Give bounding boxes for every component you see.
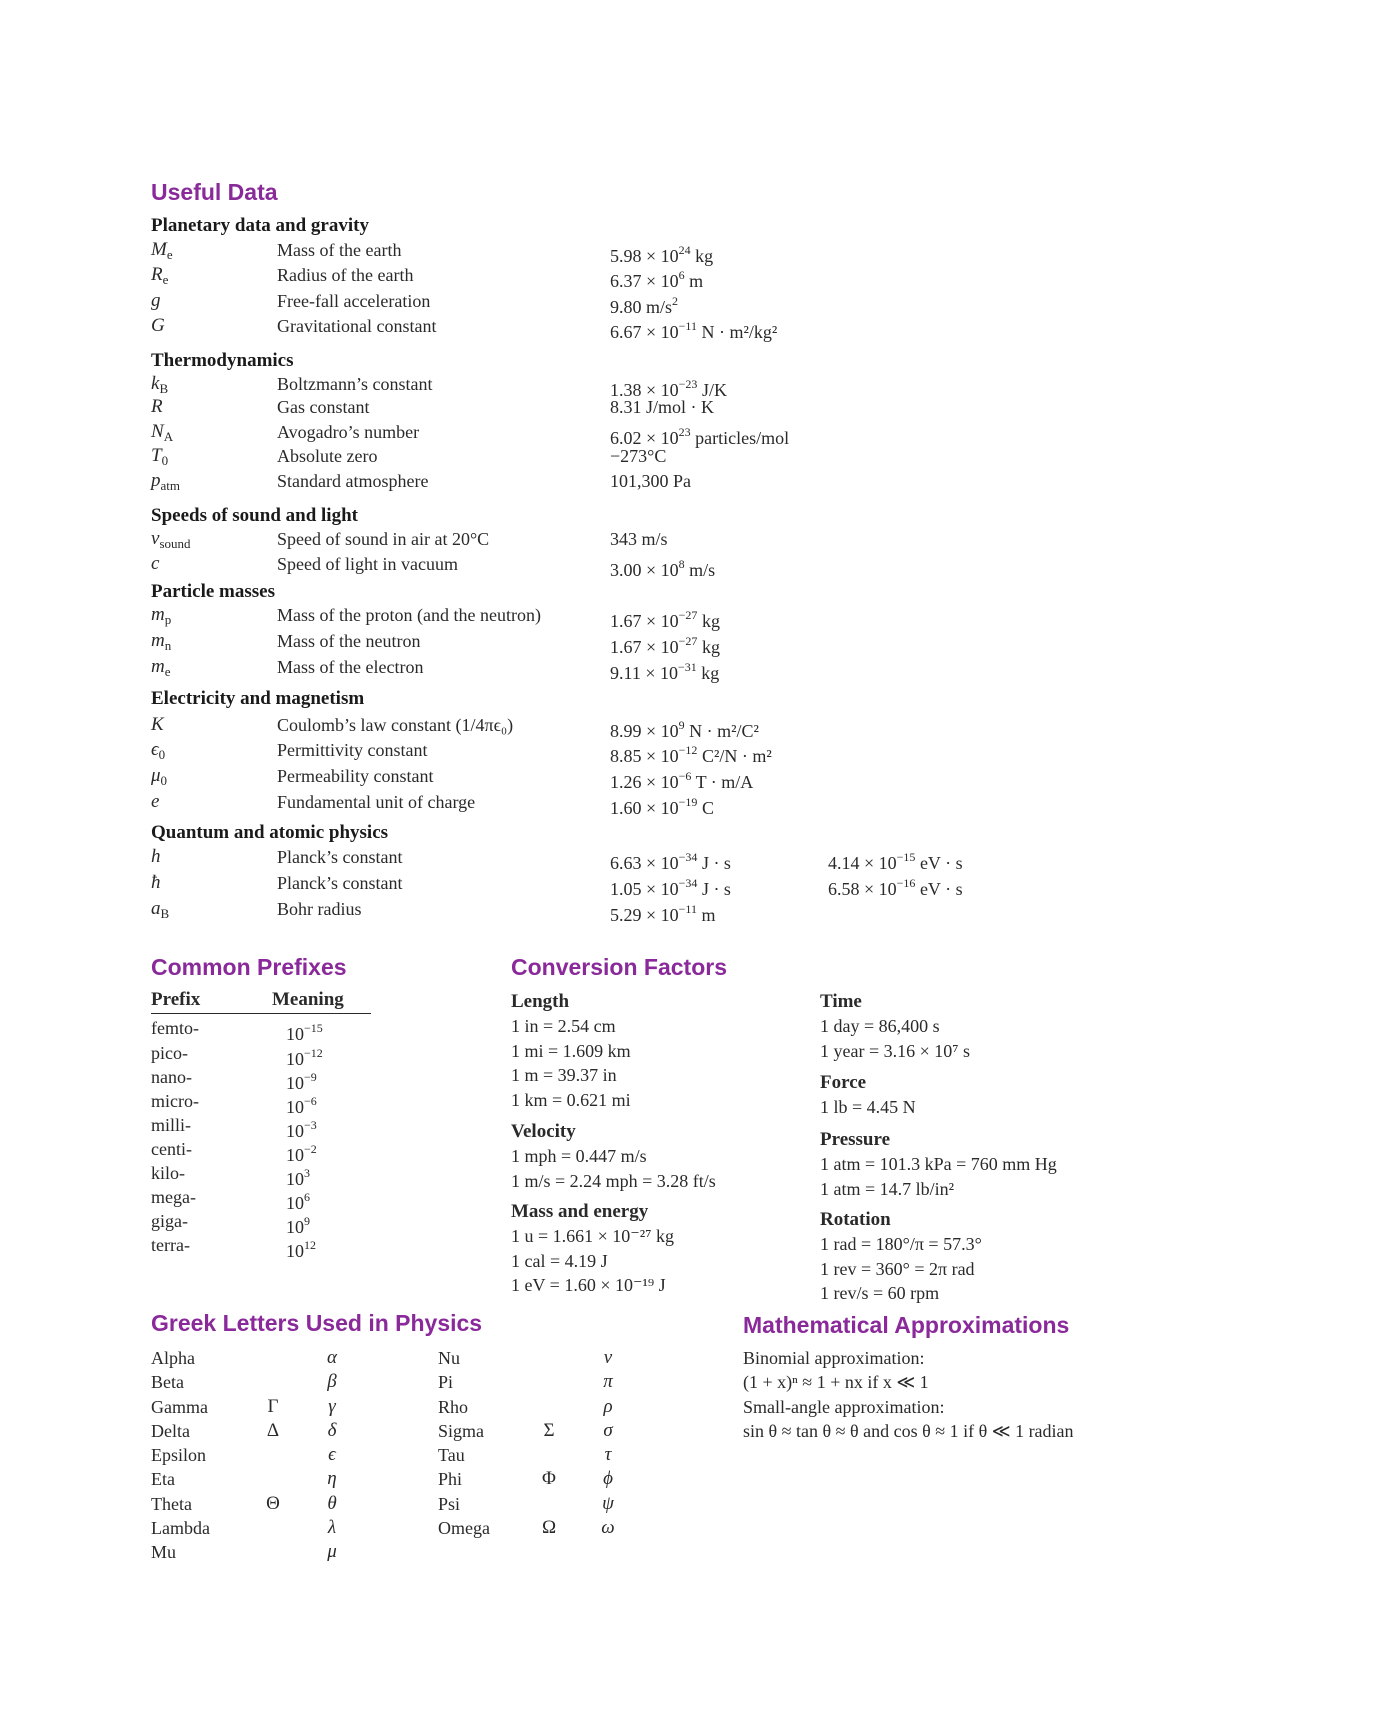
power-base: 10 bbox=[286, 1121, 304, 1141]
approximation-line: Binomial approximation: bbox=[743, 1348, 925, 1368]
value-mantissa: 1.67 × 10 bbox=[610, 611, 679, 631]
constant-value-alt bbox=[828, 872, 963, 900]
constant-symbol bbox=[151, 528, 191, 555]
prefix-name: kilo- bbox=[151, 1163, 185, 1183]
greek-uppercase: Φ bbox=[542, 1468, 556, 1489]
constant-value bbox=[610, 630, 720, 658]
constant-value bbox=[610, 872, 731, 900]
symbol-subscript: 0 bbox=[158, 747, 166, 762]
value-exponent: −15 bbox=[896, 850, 916, 864]
conversion-line: 1 year = 3.16 × 10⁷ s bbox=[820, 1040, 971, 1061]
symbol-subscript: p bbox=[164, 612, 172, 627]
symbol-letter: M bbox=[151, 239, 167, 260]
greek-lowercase: ϕ bbox=[603, 1468, 613, 1489]
value-unit: kg bbox=[697, 637, 720, 657]
prefix-name: giga- bbox=[151, 1211, 188, 1231]
power-exponent: 3 bbox=[304, 1166, 310, 1180]
power-base: 10 bbox=[286, 1217, 304, 1237]
conversion-line: 1 m/s = 2.24 mph = 3.28 ft/s bbox=[511, 1170, 716, 1191]
constant-symbol bbox=[151, 421, 173, 448]
value-mantissa: 3.00 × 10 bbox=[610, 560, 679, 580]
value-unit: N · m²/kg² bbox=[696, 322, 778, 342]
value-exponent: −11 bbox=[678, 319, 697, 333]
constant-description: Mass of the electron bbox=[277, 657, 424, 677]
constant-description: Boltzmann’s constant bbox=[277, 374, 433, 394]
power-base: 10 bbox=[286, 1024, 304, 1044]
constant-value bbox=[610, 528, 668, 550]
constant-symbol bbox=[151, 872, 161, 894]
prefix-name: milli- bbox=[151, 1115, 191, 1135]
constant-symbol bbox=[151, 290, 161, 312]
conversion-line: 1 m = 39.37 in bbox=[511, 1065, 617, 1085]
value-unit: eV · s bbox=[915, 879, 963, 899]
value-exponent: −19 bbox=[678, 795, 698, 809]
constant-symbol bbox=[151, 315, 165, 337]
constant-symbol bbox=[151, 604, 171, 631]
conversion-line: 1 day = 86,400 s bbox=[820, 1016, 940, 1036]
value-mantissa: 1.67 × 10 bbox=[610, 637, 679, 657]
greek-letter-name: Nu bbox=[438, 1348, 460, 1368]
greek-letter-name: Delta bbox=[151, 1421, 190, 1441]
value-mantissa: 5.29 × 10 bbox=[610, 905, 679, 925]
greek-lowercase: ψ bbox=[602, 1493, 614, 1514]
constant-value bbox=[610, 656, 719, 684]
value-exponent: −11 bbox=[678, 902, 697, 916]
prefix-meaning bbox=[286, 1017, 323, 1045]
constant-value bbox=[610, 553, 715, 581]
conversion-heading: Time bbox=[820, 991, 862, 1012]
power-exponent: 12 bbox=[304, 1238, 316, 1252]
conversion-line: 1 rad = 180°/π = 57.3° bbox=[820, 1234, 982, 1254]
constant-value bbox=[610, 470, 691, 492]
power-base: 10 bbox=[286, 1193, 304, 1213]
greek-lowercase: λ bbox=[327, 1517, 337, 1538]
value-mantissa: 8.85 × 10 bbox=[610, 746, 679, 766]
constant-symbol bbox=[151, 630, 171, 657]
conversion-line: 1 mi = 1.609 km bbox=[511, 1040, 631, 1061]
power-exponent: −15 bbox=[304, 1021, 323, 1035]
greek-uppercase: Θ bbox=[266, 1493, 280, 1514]
value-exponent: −27 bbox=[678, 634, 698, 648]
conversion-heading: Rotation bbox=[820, 1209, 891, 1230]
greek-lowercase: β bbox=[327, 1371, 337, 1392]
constant-symbol bbox=[151, 470, 180, 497]
greek-lowercase: δ bbox=[327, 1420, 337, 1441]
value-unit: m/s bbox=[684, 560, 716, 580]
conversion-line: 1 km = 0.621 mi bbox=[511, 1089, 631, 1110]
value-unit: m bbox=[684, 271, 704, 291]
value-mantissa: 1.60 × 10 bbox=[610, 798, 679, 818]
value-exponent: −34 bbox=[678, 850, 698, 864]
symbol-letter: m bbox=[151, 656, 165, 677]
value-mantissa: 6.63 × 10 bbox=[610, 853, 679, 873]
prefix-meaning bbox=[286, 1234, 316, 1262]
conversion-line: 1 lb = 4.45 N bbox=[820, 1097, 916, 1117]
symbol-letter: e bbox=[151, 791, 160, 812]
power-exponent: −2 bbox=[304, 1142, 317, 1156]
value-unit: T · m/A bbox=[691, 772, 754, 792]
greek-letter-name: Psi bbox=[438, 1494, 461, 1514]
greek-letter-name: Epsilon bbox=[151, 1445, 207, 1465]
constant-value bbox=[610, 765, 753, 793]
value-unit: m bbox=[696, 905, 716, 925]
approximations-title: Mathematical Approximations bbox=[743, 1312, 1070, 1338]
symbol-letter: ħ bbox=[151, 872, 161, 893]
constant-description: Mass of the earth bbox=[277, 240, 402, 260]
greek-letter-name: Theta bbox=[151, 1494, 192, 1514]
meaning-column-header: Meaning bbox=[272, 989, 344, 1010]
value-unit: J · s bbox=[697, 853, 731, 873]
speeds-heading: Speeds of sound and light bbox=[151, 505, 358, 526]
power-base: 10 bbox=[286, 1241, 304, 1261]
quantum-heading: Quantum and atomic physics bbox=[151, 822, 389, 843]
greek-lowercase: τ bbox=[604, 1444, 612, 1465]
conversion-line: 1 atm = 14.7 lb/in² bbox=[820, 1178, 955, 1199]
value-exponent: −31 bbox=[677, 660, 697, 674]
power-base: 10 bbox=[286, 1145, 304, 1165]
symbol-subscript: sound bbox=[159, 536, 191, 551]
symbol-subscript: 0 bbox=[161, 453, 169, 468]
value-mantissa: 6.37 × 10 bbox=[610, 271, 679, 291]
symbol-letter: h bbox=[151, 846, 161, 867]
symbol-letter: G bbox=[151, 315, 165, 336]
power-base: 10 bbox=[286, 1097, 304, 1117]
constant-description: Bohr radius bbox=[277, 899, 362, 919]
symbol-letter: c bbox=[151, 553, 160, 574]
constant-description: Mass of the proton (and the neutron) bbox=[277, 605, 541, 625]
constant-description: Gravitational constant bbox=[277, 316, 437, 336]
value-mantissa: 343 m/s bbox=[610, 529, 668, 549]
thermo-heading: Thermodynamics bbox=[151, 350, 294, 371]
prefix-name: pico- bbox=[151, 1043, 188, 1063]
power-exponent: −3 bbox=[304, 1118, 317, 1132]
symbol-letter: μ bbox=[151, 765, 161, 786]
greek-uppercase: Γ bbox=[267, 1396, 279, 1417]
greek-letter-name: Omega bbox=[438, 1518, 490, 1538]
greek-letter-name: Gamma bbox=[151, 1397, 208, 1417]
approximation-line: Small-angle approximation: bbox=[743, 1397, 945, 1417]
prefix-name: micro- bbox=[151, 1091, 199, 1111]
symbol-letter: m bbox=[151, 630, 165, 651]
symbol-letter: R bbox=[151, 264, 163, 285]
greek-lowercase: η bbox=[327, 1468, 337, 1489]
value-mantissa: 6.02 × 10 bbox=[610, 428, 679, 448]
constant-symbol bbox=[151, 714, 164, 736]
greek-letter-name: Mu bbox=[151, 1542, 177, 1562]
prefix-name: centi- bbox=[151, 1139, 192, 1159]
constant-description: Standard atmosphere bbox=[277, 471, 429, 491]
symbol-letter: k bbox=[151, 373, 160, 394]
constant-symbol bbox=[151, 739, 165, 766]
value-mantissa: 6.58 × 10 bbox=[828, 879, 897, 899]
value-exponent: 2 bbox=[672, 294, 679, 308]
greek-letter-name: Pi bbox=[438, 1372, 454, 1392]
value-mantissa: 1.05 × 10 bbox=[610, 879, 679, 899]
constant-description: Free-fall acceleration bbox=[277, 291, 431, 311]
planetary-heading: Planetary data and gravity bbox=[151, 215, 369, 236]
constant-description: Speed of light in vacuum bbox=[277, 554, 458, 574]
greek-lowercase: σ bbox=[603, 1420, 613, 1441]
symbol-subscript: e bbox=[166, 247, 173, 262]
constant-value bbox=[610, 315, 777, 343]
constant-description: Planck’s constant bbox=[277, 873, 403, 893]
greek-uppercase: Δ bbox=[266, 1420, 280, 1441]
greek-lowercase: μ bbox=[327, 1541, 337, 1562]
power-exponent: −12 bbox=[304, 1046, 323, 1060]
constant-symbol bbox=[151, 898, 169, 925]
conversion-heading: Length bbox=[511, 991, 570, 1012]
value-mantissa: 8.31 J/mol · K bbox=[610, 397, 715, 417]
constant-description: Speed of sound in air at 20°C bbox=[277, 529, 490, 549]
constant-symbol bbox=[151, 396, 163, 418]
constant-description: Fundamental unit of charge bbox=[277, 792, 476, 812]
constant-symbol bbox=[151, 264, 168, 291]
symbol-letter: N bbox=[151, 421, 164, 442]
value-mantissa: 6.67 × 10 bbox=[610, 322, 679, 342]
power-exponent: 9 bbox=[304, 1214, 310, 1228]
symbol-subscript: atm bbox=[160, 478, 180, 493]
constant-value bbox=[610, 739, 772, 767]
value-mantissa: 101,300 Pa bbox=[610, 471, 691, 491]
symbol-subscript: 0 bbox=[160, 773, 168, 788]
value-unit: C bbox=[697, 798, 714, 818]
prefix-name: nano- bbox=[151, 1067, 192, 1087]
symbol-subscript: e bbox=[164, 664, 171, 679]
value-unit: N · m²/C² bbox=[684, 721, 759, 741]
power-exponent: −6 bbox=[304, 1094, 317, 1108]
greek-letter-name: Rho bbox=[438, 1397, 469, 1417]
symbol-subscript: A bbox=[163, 429, 174, 444]
value-unit: kg bbox=[690, 246, 714, 266]
conversion-line: 1 u = 1.661 × 10⁻²⁷ kg bbox=[511, 1226, 674, 1246]
value-exponent: −12 bbox=[678, 743, 698, 757]
greek-lowercase: γ bbox=[328, 1396, 336, 1417]
power-base: 10 bbox=[286, 1073, 304, 1093]
constant-symbol bbox=[151, 765, 167, 792]
constant-symbol bbox=[151, 553, 159, 575]
constant-value bbox=[610, 604, 720, 632]
value-exponent: 23 bbox=[678, 425, 691, 439]
greek-uppercase: Ω bbox=[541, 1517, 557, 1538]
value-mantissa: −273°C bbox=[610, 446, 667, 466]
constant-description: Permittivity constant bbox=[277, 740, 428, 760]
constant-value bbox=[610, 445, 666, 467]
symbol-letter: v bbox=[151, 528, 160, 549]
symbol-subscript: n bbox=[164, 638, 172, 653]
conversion-heading: Pressure bbox=[820, 1129, 891, 1150]
symbol-subscript: B bbox=[159, 381, 169, 396]
conversion-line: 1 in = 2.54 cm bbox=[511, 1016, 616, 1036]
greek-title: Greek Letters Used in Physics bbox=[151, 1310, 483, 1336]
prefix-name: terra- bbox=[151, 1235, 190, 1255]
em-heading: Electricity and magnetism bbox=[151, 688, 365, 709]
constant-value bbox=[610, 264, 703, 292]
constant-value bbox=[610, 290, 678, 318]
conversion-line: 1 rev/s = 60 rpm bbox=[820, 1283, 940, 1303]
greek-lowercase: ω bbox=[601, 1517, 615, 1538]
value-mantissa: 4.14 × 10 bbox=[828, 853, 897, 873]
greek-letter-name: Sigma bbox=[438, 1421, 485, 1441]
value-mantissa: 8.99 × 10 bbox=[610, 721, 679, 741]
value-exponent: −6 bbox=[678, 769, 692, 783]
greek-letter-name: Beta bbox=[151, 1372, 184, 1392]
value-unit: particles/mol bbox=[690, 428, 790, 448]
constant-description: Absolute zero bbox=[277, 446, 378, 466]
constant-value-alt bbox=[828, 846, 963, 874]
greek-letter-name: Alpha bbox=[151, 1348, 195, 1368]
constant-description: Gas constant bbox=[277, 397, 370, 417]
value-exponent: 9 bbox=[678, 718, 685, 732]
power-base: 10 bbox=[286, 1169, 304, 1189]
value-mantissa: 5.98 × 10 bbox=[610, 246, 679, 266]
prefix-table-rule bbox=[151, 1013, 371, 1014]
value-exponent: −34 bbox=[678, 876, 698, 890]
value-mantissa: 9.80 m/s bbox=[610, 297, 673, 317]
value-unit: kg bbox=[696, 663, 720, 683]
constant-description: Radius of the earth bbox=[277, 265, 414, 285]
symbol-letter: g bbox=[151, 290, 161, 311]
constant-description: Permeability constant bbox=[277, 766, 434, 786]
greek-letter-name: Tau bbox=[438, 1445, 465, 1465]
value-exponent: −23 bbox=[678, 377, 698, 391]
greek-uppercase: Σ bbox=[543, 1420, 555, 1441]
constant-symbol bbox=[151, 239, 173, 266]
conversion-heading: Force bbox=[820, 1072, 867, 1093]
value-unit: kg bbox=[697, 611, 720, 631]
constant-value bbox=[610, 714, 759, 742]
prefix-name: mega- bbox=[151, 1187, 196, 1207]
constant-symbol bbox=[151, 445, 168, 472]
greek-lowercase: ρ bbox=[603, 1396, 613, 1417]
conversion-line: 1 cal = 4.19 J bbox=[511, 1250, 608, 1271]
conversion-heading: Mass and energy bbox=[511, 1201, 649, 1222]
value-exponent: 24 bbox=[678, 243, 691, 257]
value-exponent: 8 bbox=[678, 557, 685, 571]
constant-description: Mass of the neutron bbox=[277, 631, 421, 651]
prefix-name: femto- bbox=[151, 1018, 199, 1038]
conversion-heading: Velocity bbox=[511, 1121, 576, 1142]
greek-lowercase: θ bbox=[327, 1493, 337, 1514]
constant-symbol bbox=[151, 791, 159, 813]
particles-heading: Particle masses bbox=[151, 581, 275, 602]
constant-description: Avogadro’s number bbox=[277, 422, 420, 442]
greek-lowercase: π bbox=[603, 1371, 613, 1392]
symbol-subscript: B bbox=[160, 906, 170, 921]
greek-lowercase: ν bbox=[603, 1347, 613, 1368]
value-unit: eV · s bbox=[915, 853, 963, 873]
constant-description: Planck’s constant bbox=[277, 847, 403, 867]
conversion-line: 1 atm = 101.3 kPa = 760 mm Hg bbox=[820, 1154, 1057, 1174]
value-exponent: −16 bbox=[896, 876, 916, 890]
constant-value bbox=[610, 239, 713, 267]
symbol-letter: K bbox=[151, 714, 164, 735]
value-unit: C²/N · m² bbox=[697, 746, 772, 766]
prefixes-title: Common Prefixes bbox=[151, 954, 347, 980]
value-unit: J · s bbox=[697, 879, 731, 899]
constant-symbol bbox=[151, 846, 161, 868]
constant-value bbox=[610, 396, 714, 418]
constant-symbol bbox=[151, 656, 171, 683]
prefix-column-header: Prefix bbox=[151, 989, 201, 1010]
value-mantissa: 1.26 × 10 bbox=[610, 772, 679, 792]
value-unit: J/K bbox=[697, 380, 727, 400]
greek-lowercase: α bbox=[327, 1347, 337, 1368]
symbol-letter: a bbox=[151, 898, 161, 919]
symbol-letter: ϵ bbox=[151, 739, 159, 760]
symbol-letter: T bbox=[151, 445, 162, 466]
power-exponent: −9 bbox=[304, 1070, 317, 1084]
approximation-line: (1 + x)ⁿ ≈ 1 + nx if x ≪ 1 bbox=[743, 1372, 929, 1392]
value-exponent: 6 bbox=[678, 268, 685, 282]
symbol-letter: R bbox=[151, 396, 163, 417]
symbol-subscript: e bbox=[162, 272, 169, 287]
constant-description: Coulomb’s law constant (1/4πϵ₀) bbox=[277, 715, 514, 735]
conversion-line: 1 rev = 360° = 2π rad bbox=[820, 1258, 975, 1279]
constant-value bbox=[610, 898, 716, 926]
value-mantissa: 9.11 × 10 bbox=[610, 663, 678, 683]
greek-lowercase: ϵ bbox=[328, 1444, 336, 1465]
conversion-line: 1 mph = 0.447 m/s bbox=[511, 1146, 647, 1166]
value-exponent: −27 bbox=[678, 608, 698, 622]
power-exponent: 6 bbox=[304, 1190, 310, 1204]
constant-value bbox=[610, 791, 714, 819]
greek-letter-name: Lambda bbox=[151, 1518, 210, 1538]
conversion-title: Conversion Factors bbox=[511, 954, 727, 980]
value-mantissa: 1.38 × 10 bbox=[610, 380, 679, 400]
power-base: 10 bbox=[286, 1049, 304, 1069]
symbol-letter: p bbox=[151, 470, 161, 491]
greek-letter-name: Phi bbox=[438, 1469, 463, 1489]
greek-letter-name: Eta bbox=[151, 1469, 175, 1489]
approximation-line: sin θ ≈ tan θ ≈ θ and cos θ ≈ 1 if θ ≪ 1 radian bbox=[743, 1421, 1074, 1441]
symbol-letter: m bbox=[151, 604, 165, 625]
conversion-line: 1 eV = 1.60 × 10⁻¹⁹ J bbox=[511, 1275, 666, 1295]
useful-data-title: Useful Data bbox=[151, 179, 278, 205]
constant-value bbox=[610, 846, 731, 874]
